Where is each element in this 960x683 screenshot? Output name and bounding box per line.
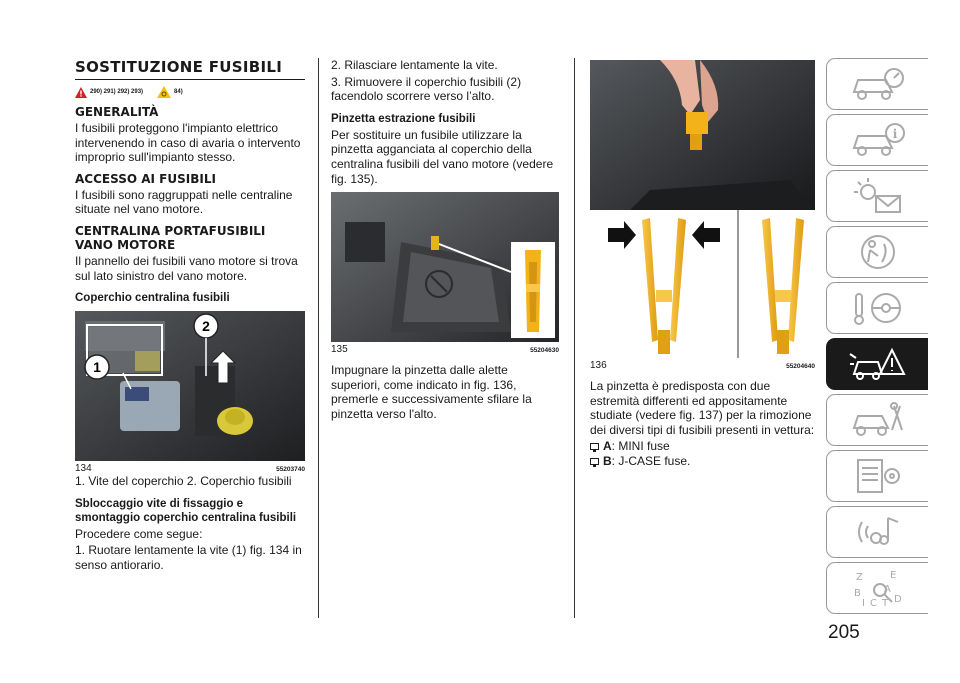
tab-index[interactable] xyxy=(826,562,928,614)
technical-data-icon xyxy=(848,456,908,496)
page-number: 205 xyxy=(828,622,860,643)
column-1 xyxy=(75,58,305,573)
figure-135-code: 55204630 xyxy=(530,347,559,355)
figure-136 xyxy=(590,60,815,358)
text-generalita: I fusibili proteggono l'impianto elettrico intervenendo in caso di avaria o intervento improprio sull'impianto stesso. xyxy=(75,121,301,165)
figure-136-code: 55204640 xyxy=(786,363,815,370)
tab-technical-data[interactable] xyxy=(826,450,928,502)
tab-lights-mail[interactable] xyxy=(826,170,928,222)
heading-accesso: ACCESSO AI FUSIBILI xyxy=(75,171,216,186)
tab-steering-start[interactable] xyxy=(826,282,928,334)
emergency-icon xyxy=(848,344,908,384)
svg-text:Z: Z xyxy=(855,572,863,583)
figure-135-number: 135 xyxy=(331,344,348,356)
column-divider-1 xyxy=(318,58,319,618)
warning-references xyxy=(75,86,305,98)
heading-pinzetta: Pinzetta estrazione fusibili xyxy=(331,112,476,125)
fuse-puller-usage-image xyxy=(590,60,815,358)
tab-multimedia[interactable] xyxy=(826,506,928,558)
tab-airbag-safety[interactable] xyxy=(826,226,928,278)
figure-136-number: 136 xyxy=(590,360,607,371)
heading-sbloccaggio: Sbloccaggio vite di fissaggio e smontaggio coperchio centralina fusibili xyxy=(75,497,297,524)
svg-text:D: D xyxy=(893,594,902,605)
bullet-icon xyxy=(590,458,599,465)
figure-134 xyxy=(75,311,305,461)
label-1: 1 xyxy=(93,359,101,376)
column-divider-2 xyxy=(574,58,575,618)
column-2 xyxy=(331,58,559,422)
figure-134-code: 55203740 xyxy=(276,466,305,474)
figure-134-caption-bar xyxy=(75,463,305,474)
text-predisposta: La pinzetta è predisposta con due estremità differenti ed appositamente studiate (vedere fig. 137) per la rimozione dei diversi tipi di fusibili presenti in vettura: xyxy=(590,379,815,437)
text-accesso: I fusibili sono raggruppati nelle centraline situate nel vano motore. xyxy=(75,187,293,217)
page-title: SOSTITUZIONE FUSIBILI xyxy=(75,58,305,80)
lights-mail-icon xyxy=(848,176,908,216)
svg-text:B: B xyxy=(853,588,861,599)
chapter-tab-sidebar xyxy=(826,58,928,618)
caution-triangle-icon xyxy=(157,86,171,98)
warning-refs-yellow: 84) xyxy=(174,89,183,95)
label-2: 2 xyxy=(202,318,210,335)
svg-text:A: A xyxy=(883,584,891,595)
text-centralina: Il pannello dei fusibili vano motore si trova sul lato sinistro del vano motore. xyxy=(75,253,298,283)
figure-135 xyxy=(331,192,559,342)
figure-134-number: 134 xyxy=(75,463,92,475)
svg-text:E: E xyxy=(889,570,896,581)
heading-centralina: CENTRALINA PORTAFUSIBILI VANO MOTORE xyxy=(75,223,266,252)
fuse-type-list xyxy=(590,439,815,468)
engine-bay-fuse-cover-image xyxy=(75,311,305,461)
airbag-safety-icon xyxy=(848,232,908,272)
car-info-icon xyxy=(848,120,908,160)
maintenance-icon xyxy=(848,400,908,440)
column-3 xyxy=(590,60,815,469)
text-step-2: 2. Rilasciare lentamente la vite. xyxy=(331,58,498,72)
bullet-icon xyxy=(590,443,599,450)
tab-car-dashboard[interactable] xyxy=(826,58,928,110)
tab-maintenance[interactable] xyxy=(826,394,928,446)
heading-generalita: GENERALITÀ xyxy=(75,105,159,119)
tab-emergency[interactable] xyxy=(826,338,928,390)
list-item: B: J-CASE fuse. xyxy=(590,454,815,469)
svg-text:I: I xyxy=(861,598,865,608)
heading-coperchio: Coperchio centralina fusibili xyxy=(75,292,230,305)
steering-start-icon xyxy=(848,288,908,328)
svg-text:C: C xyxy=(869,598,877,608)
text-step-1: 1. Ruotare lentamente la vite (1) fig. 134 in senso antiorario. xyxy=(75,543,302,572)
index-icon xyxy=(848,568,908,608)
list-item: A: MINI fuse xyxy=(590,439,815,454)
tab-car-info[interactable] xyxy=(826,114,928,166)
fuse-puller-location-image xyxy=(331,192,559,342)
text-procedere: Procedere come segue: xyxy=(75,526,203,541)
text-step-3: 3. Rimuovere il coperchio fusibili (2) facendolo scorrere verso l’alto. xyxy=(331,74,522,104)
car-dashboard-icon xyxy=(848,64,908,104)
figure-136-caption-bar xyxy=(590,360,815,371)
warning-refs-red: 290) 291) 292) 293) xyxy=(90,89,144,95)
svg-text:T: T xyxy=(881,598,888,608)
multimedia-icon xyxy=(848,512,908,552)
figure-135-caption-bar xyxy=(331,344,559,355)
figure-134-caption: 1. Vite del coperchio 2. Coperchio fusibili xyxy=(75,474,292,489)
text-pinzetta: Per sostituire un fusibile utilizzare la pinzetta agganciata al coperchio della centralina fusibili del vano motore (vedere fig. 135). xyxy=(331,127,554,186)
svg-text:i: i xyxy=(892,127,897,141)
warning-triangle-icon xyxy=(75,87,87,98)
text-impugnare: Impugnare la pinzetta dalle alette superiori, come indicato in fig. 136, premerle e successivamente sfilare la pinzetta verso l'alto. xyxy=(331,363,532,421)
